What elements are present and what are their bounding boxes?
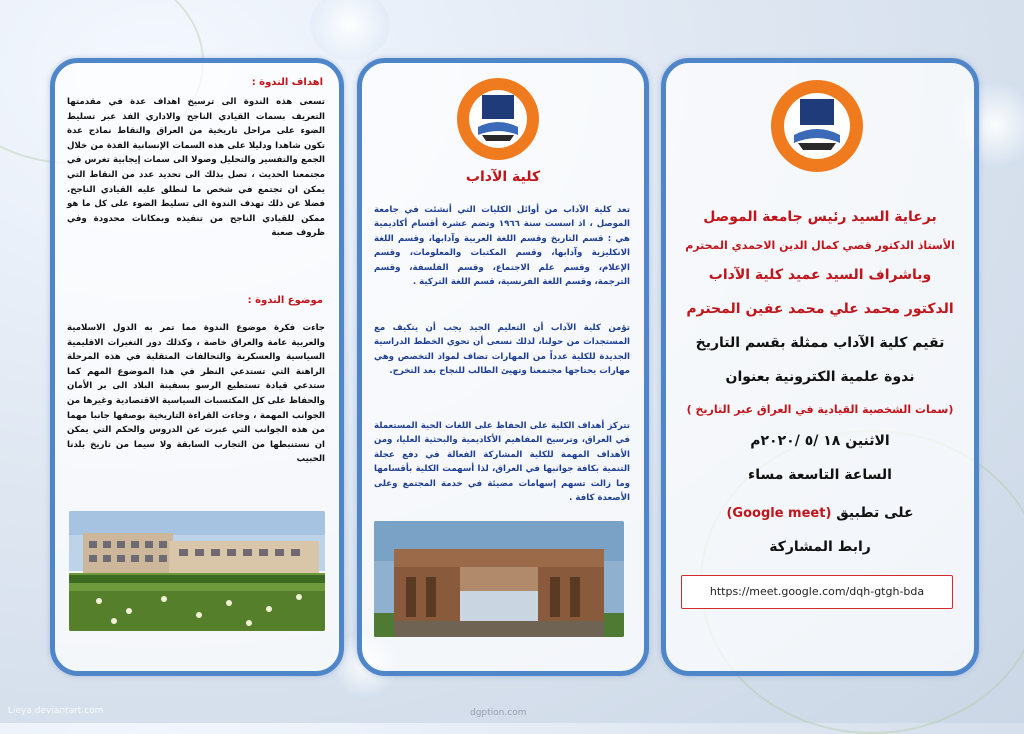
college-gate-photo xyxy=(374,521,624,637)
patronage-line: برعاية السيد رئيس جامعة الموصل xyxy=(703,209,937,225)
background-flower xyxy=(310,0,390,60)
seminar-date: الاثنين ١٨ /٥ /٢٠٢٠م xyxy=(750,433,890,449)
platform-line xyxy=(670,505,970,521)
meeting-link[interactable]: https://meet.google.com/dqh-gtgh-bda xyxy=(681,575,953,609)
platform-prefix: على تطبيق xyxy=(836,505,914,521)
college-title: كلية الآداب xyxy=(465,169,541,185)
topic-heading: موضوع الندوة : xyxy=(247,295,323,306)
platform-name: (Google meet) xyxy=(726,506,832,521)
college-goals-text: تتركز أهداف الكلية على الحفاظ على اللغات الحية المستعملة في العراق، وترسيخ المفاهيم الأكاديمية والبحثية العليا، ومن الأهداف المهمة للكلية المشاركة الفعالة في دفع عجلة التنمية بكافة جوانبها في العراق، لذا أسهمت الكلية بأقسامها وما زالت تسهم إسهامات مضيئة في خدمة المجتمع وعلى الأصعدة كافة . xyxy=(374,421,630,504)
watermark-center: dgption.com xyxy=(470,708,527,718)
right-panel xyxy=(661,58,979,676)
seminar-time: الساعة التاسعة مساء xyxy=(748,467,892,483)
organizer-line: تقيم كلية الآداب ممثلة بقسم التاريخ xyxy=(695,335,945,351)
seminar-title: (سمات الشخصية القيادية في العراق عبر التاريخ ) xyxy=(686,403,954,416)
left-panel xyxy=(50,58,344,676)
link-label: رابط المشاركة xyxy=(769,539,871,555)
college-education-text: تؤمن كلية الآداب أن التعليم الجيد يجب أن يتكيف مع المستجدات من حولنا، لذلك نسعى أن تحوي الخطط الدراسية الجديدة للكلية عدداً من المهارات تضاف لمواد التخصص وهي مهارات يحتاجها مجتمعنا وتهيئ الطالب للنجاح بعد التخرج. xyxy=(374,323,630,377)
goals-heading: اهداف الندوة : xyxy=(251,77,323,88)
campus-building-photo xyxy=(69,511,325,631)
middle-panel xyxy=(357,58,649,676)
supervision-line: وباشراف السيد عميد كلية الآداب xyxy=(708,267,932,283)
dean-name: الدكتور محمد علي محمد عفين المحترم xyxy=(686,301,954,317)
topic-text: جاءت فكرة موضوع الندوة مما تمر به الدول الاسلامية والعربية عامة والعراق خاصة ، وكذلك دور التغيرات الاقليمية السياسية والعسكرية والتحالفات المتقلبة في هذه المرحلة الراهنة التي تستدعي النظر في هذا الموضوع المهم كما ستدعي قيادة تستطيع الرسو بسفينة البلاد الى بر الأمان والحفاظ على كل المكتسبات السياسية الاقتصادية وغيرها من الجوانب المهمة ، وجاءت القراءة التاريخية بوصفها جانبا مهما من هذه الجوانب التي عبرت عن الدروس والحكم التي يمكن ان نستنبطها من التجارب السابقة ولا سيما من تاريخ بلدنا الحبيب xyxy=(67,323,325,465)
university-logo-icon xyxy=(456,77,540,161)
watermark-left: Lieya.deviantart.com xyxy=(8,706,104,716)
goals-text: تسعى هذه الندوة الى ترسيخ اهداف عدة في مقدمتها التعريف بسمات القيادي الناجح والاداري الفذ عبر تسليط الضوء على مراحل تاريخية من العراق والتقاط نماذج عدة تكون شاهدا ودليلا على هذه السمات الإنسانية الفذة من خلال الجمع والتفسير والتحليل وصولا الى سمات إيجابية تغرس في مجتمعنا الحديث ، تصل بذلك الى تحديد عدد من النقاط التي يمكن ان تجتمع في شخص ما لنطلق عليه القيادي الناجح. فضلا عن ذلك تهدف الندوة الى تسليط الضوء على كل ما هو ممكن للقيادي الناجح من تنفيذه وبمكانات محدودة وفي ظروف صعبة xyxy=(67,97,325,239)
college-intro-text: تعد كلية الآداب من أوائل الكليات التي أنشئت في جامعة الموصل ، اذ اسست سنة ١٩٦٦ وتضم عشرة أقسام أكاديمية هي : قسم التاريخ وقسم اللغة العربية وآدابها، وقسم اللغة الانكليزية وآدابها، وقسم المكتبات والمعلومات، وقسم الإعلام، وقسم علم الاجتماع، وقسم الفلسفة، وقسم الترجمة، وقسم اللغة الفرنسية، قسم اللغة التركية . xyxy=(374,205,630,288)
university-logo-icon xyxy=(770,79,864,173)
seminar-type-line: ندوة علمية الكترونية بعنوان xyxy=(725,369,915,385)
president-name: الأستاذ الدكتور قصي كمال الدين الاحمدي المحترم xyxy=(685,239,955,252)
